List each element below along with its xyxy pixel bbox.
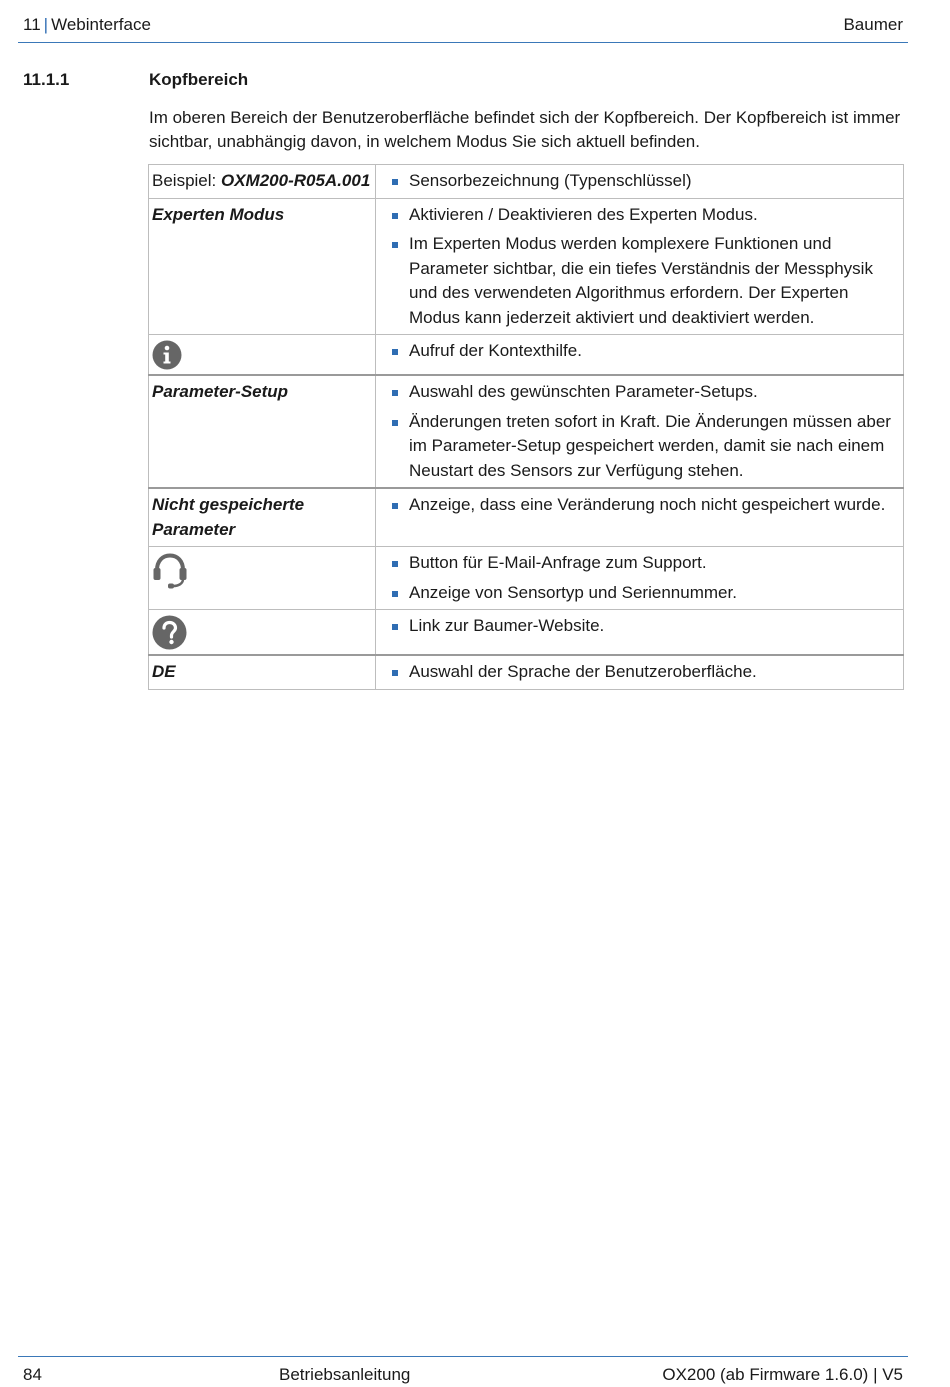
list-item: Anzeige, dass eine Veränderung noch nicht gespeichert wurde. xyxy=(390,493,897,518)
parameter-setup-label: Parameter-Setup xyxy=(149,375,376,488)
table-row xyxy=(149,488,904,547)
table-row xyxy=(149,547,904,610)
row-label-cell xyxy=(149,165,376,199)
row-desc-cell xyxy=(376,198,904,335)
row-desc-cell xyxy=(376,655,904,689)
headset-icon xyxy=(152,552,188,590)
header-elements-table xyxy=(148,164,904,690)
table-row xyxy=(149,610,904,656)
list-item: Auswahl der Sprache der Benutzeroberfläche. xyxy=(390,660,897,685)
list-item: Auswahl des gewünschten Parameter-Setups. xyxy=(390,380,897,405)
list-item: Sensorbezeichnung (Typenschlüssel) xyxy=(390,169,897,194)
unsaved-params-label: Nicht gespeicherte Parameter xyxy=(149,488,376,547)
section-title: Kopfbereich xyxy=(149,70,249,89)
doc-type: Betriebsanleitung xyxy=(279,1365,411,1384)
list-item: Änderungen treten sofort in Kraft. Die Änderungen müssen aber im Parameter-Setup gespeichert werden, damit sie nach einem Neustart des Sensors zur Verfügung stehen. xyxy=(390,410,897,484)
table-row xyxy=(149,198,904,335)
product-version: OX200 (ab Firmware 1.6.0) | V5 xyxy=(662,1365,903,1384)
list-item: Aufruf der Kontexthilfe. xyxy=(390,339,897,364)
page-number: 84 xyxy=(23,1365,42,1384)
label-prefix: Beispiel: xyxy=(152,171,221,190)
list-item: Aktivieren / Deaktivieren des Experten Modus. xyxy=(390,203,897,228)
header-chapter xyxy=(23,15,151,35)
info-icon xyxy=(152,340,182,370)
row-desc-cell xyxy=(376,610,904,656)
row-desc-cell xyxy=(376,335,904,376)
chapter-title: Webinterface xyxy=(51,15,151,34)
expert-mode-label: Experten Modus xyxy=(149,198,376,335)
section-number: 11.1.1 xyxy=(23,70,70,89)
page-header xyxy=(18,0,908,43)
row-desc-cell xyxy=(376,488,904,547)
sensor-type-label: OXM200-R05A.001 xyxy=(220,171,371,190)
header-separator: | xyxy=(43,15,49,34)
language-label: DE xyxy=(149,655,376,689)
list-item: Im Experten Modus werden komplexere Funktionen und Parameter sichtbar, die ein tiefes Verständnis der Messphysik und des verwendeten Algorithmus erfordern. Der Experten Modus kann jederzeit aktiviert und deaktiviert werden. xyxy=(390,232,897,330)
section-intro: Im oberen Bereich der Benutzeroberfläche befindet sich der Kopfbereich. Der Kopfbereich ist immer sichtbar, unabhängig davon, in welchem Modus Sie sich aktuell befinden. xyxy=(149,108,901,151)
table-row xyxy=(149,335,904,376)
list-item: Button für E-Mail-Anfrage zum Support. xyxy=(390,551,897,576)
table-row xyxy=(149,655,904,689)
table-row xyxy=(149,375,904,488)
list-item: Anzeige von Sensortyp und Seriennummer. xyxy=(390,581,897,606)
row-icon-cell xyxy=(149,547,376,610)
row-icon-cell xyxy=(149,610,376,656)
header-brand: Baumer xyxy=(843,15,903,34)
chapter-number: 11 xyxy=(23,15,41,34)
list-item: Link zur Baumer-Website. xyxy=(390,614,897,639)
row-desc-cell xyxy=(376,165,904,199)
question-icon xyxy=(152,615,187,650)
table-row xyxy=(149,165,904,199)
row-desc-cell xyxy=(376,547,904,610)
row-icon-cell xyxy=(149,335,376,376)
page-footer xyxy=(18,1356,908,1387)
row-desc-cell xyxy=(376,375,904,488)
